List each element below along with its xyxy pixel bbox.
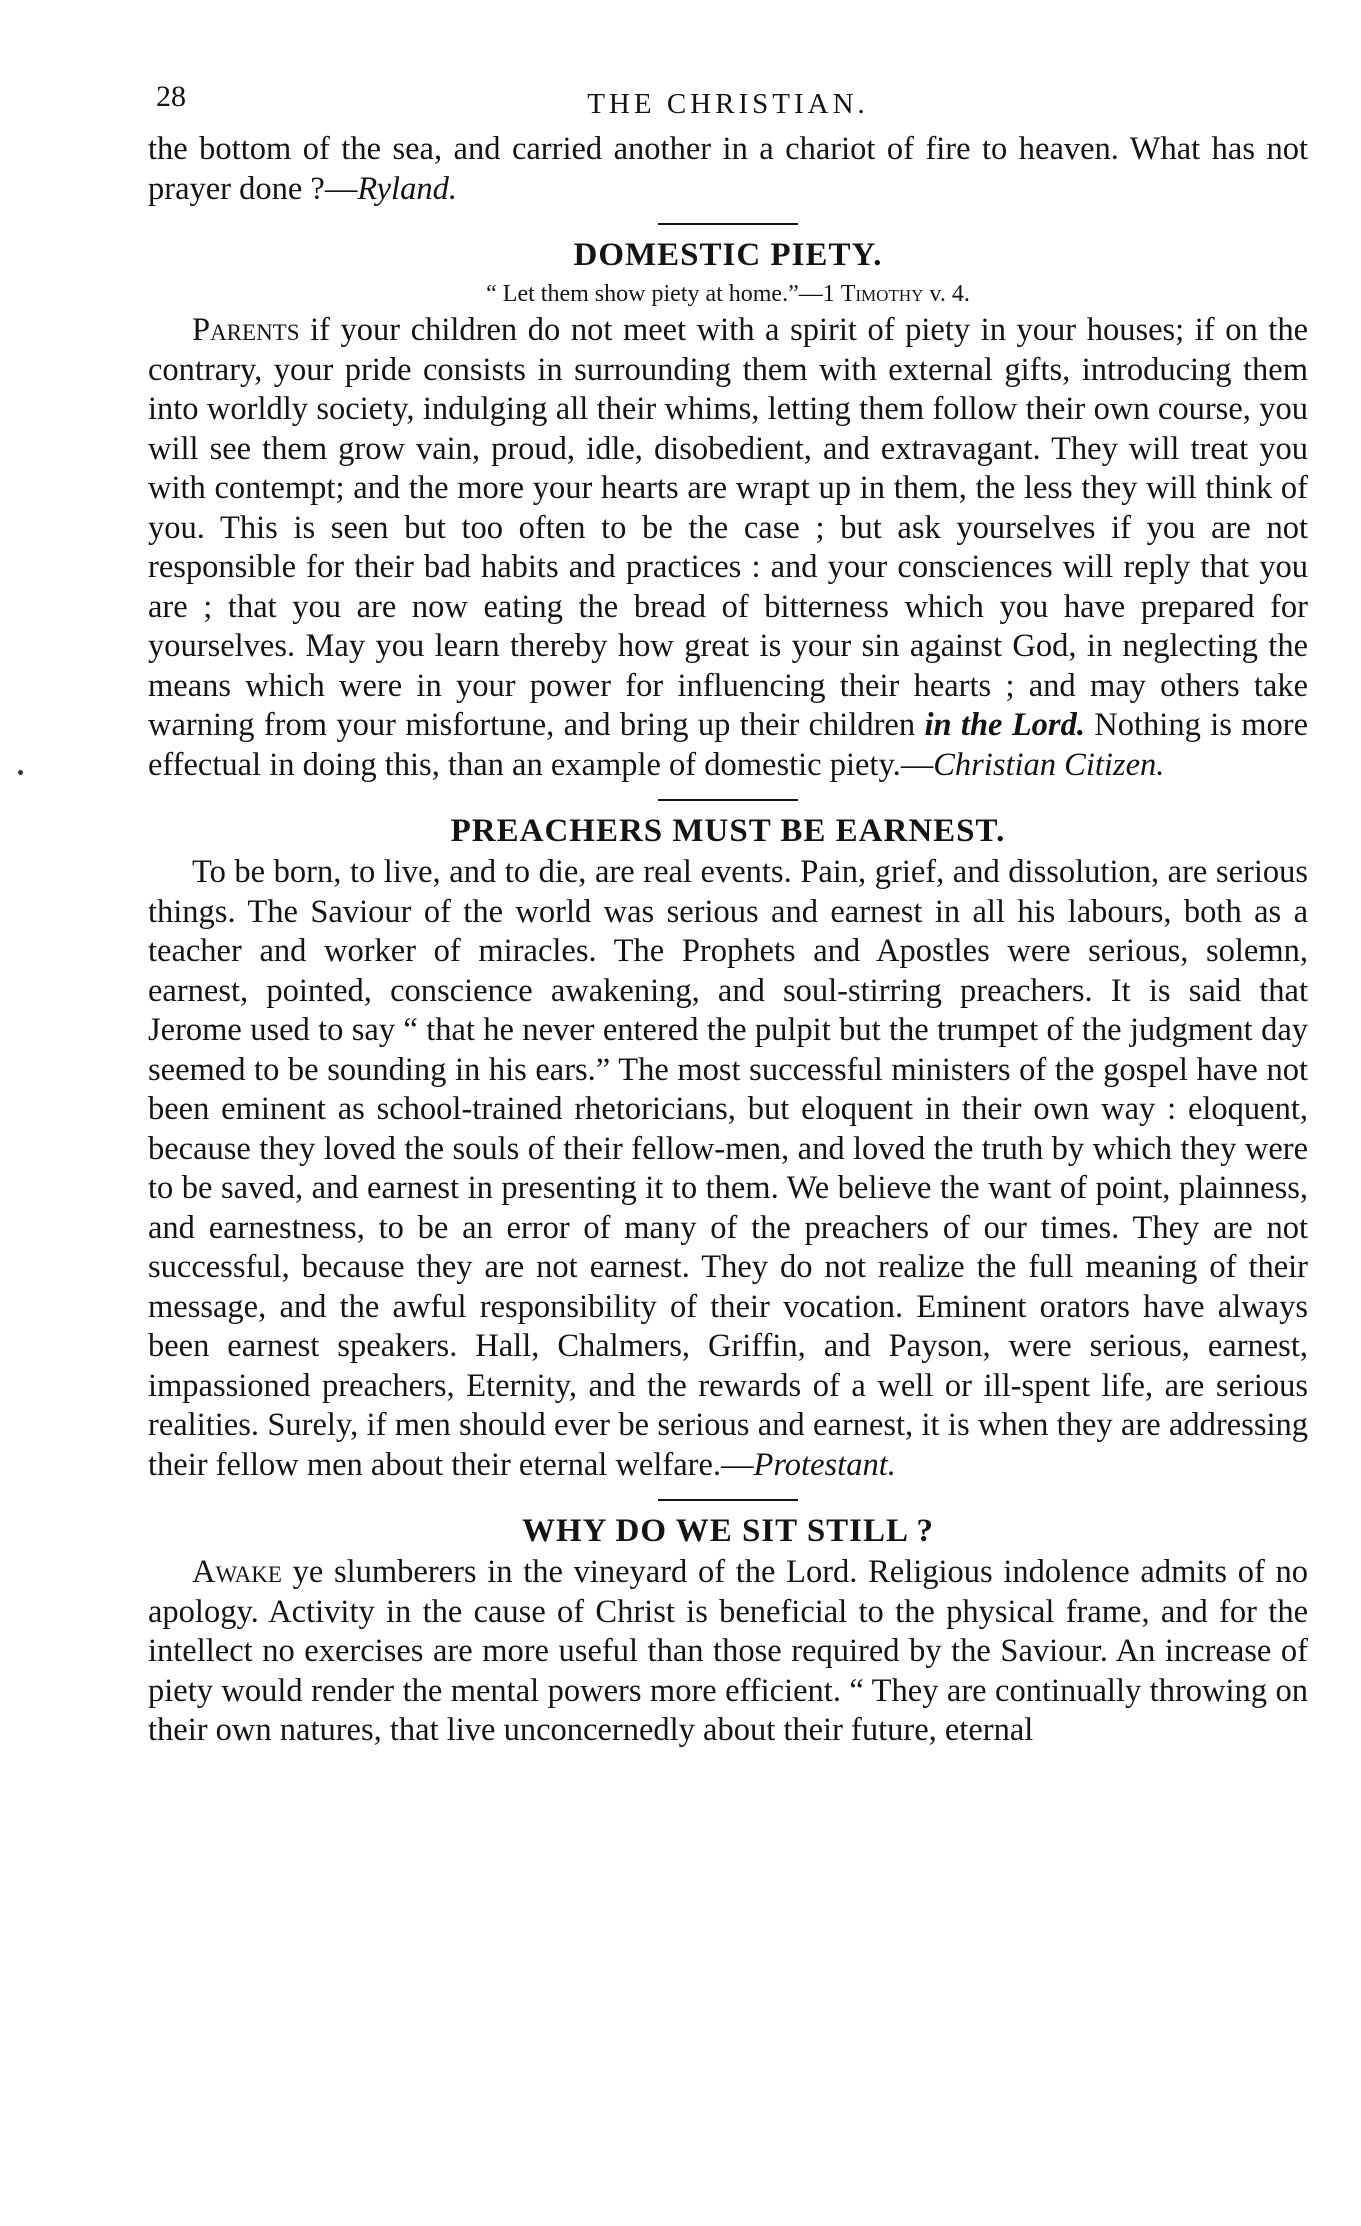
epigraph-quote: “ Let them show piety at home.”—1	[486, 281, 841, 307]
body-text-continued: Nothing is more effectual in doing this, than an example of domestic piety.—	[148, 707, 1309, 783]
continuation-attribution: Ryland.	[357, 170, 457, 207]
body-text: To be born, to live, and to die, are real events. Pain, grief, and dissolution, are serious things. The Saviour of the world was serious and earnest in all his labours, both as a teacher and worker of miracles. The Prophets and Apostles were serious, solemn, earnest, pointed, conscience awakening, and soul-stirring preachers. It is said that Jerome used to say “ that he never entered the pulpit but the trumpet of the judgment day seemed to be sounding in his ears.” The most successful ministers of the gospel have not been eminent as school-trained rhetoricians, but eloquent in their own way : eloquent, because they loved the souls of their fellow-men, and loved the truth by which they were to be saved, and earnest in presenting it to them. We believe the want of point, plainness, and earnestness, to be an error of many of the preachers of our times. They are not successful, because they are not earnest. They do not realize the full meaning of their message, and the awful responsibility of their vocation. Eminent orators have always been earnest speakers. Hall, Chalmers, Griffin, and Payson, were serious, earnest, impassioned preachers, Eternity, and the rewards of a well or ill-spent life, are serious realities. Surely, if men should ever be serious and earnest, it is when they are addressing their fellow men about their eternal welfare.—	[148, 854, 1308, 1483]
epigraph-verse: v. 4.	[923, 281, 970, 307]
continuation-text: the bottom of the sea, and carried another in a chariot of fire to heaven. What has not prayer done ?—	[148, 131, 1308, 207]
epigraph	[148, 279, 1308, 309]
emphasis-text: in the Lord.	[924, 707, 1085, 743]
body-text: ye slumberers in the vineyard of the Lord. Religious indolence admits of no apology. Activity in the cause of Christ is beneficial to the physical frame, and for the intellect no exercises are more useful than those required by the Saviour. An increase of piety would render the mental powers more efficient. “ They are continually throwing on their own natures, that live unconcernedly about their future, eternal	[148, 1554, 1308, 1748]
body-text: if your children do not meet with a spirit of piety in your houses; if on the contrary, your pride consists in surrounding them with external gifts, introducing them into worldly society, indulging all their whims, letting them follow their own course, you will see them grow vain, proud, idle, disobedient, and extravagant. They will treat you with contempt; and the more your hearts are wrapt up in them, the less they will think of you. This is seen but too often to be the case ; but ask yourselves if you are not responsible for their bad habits and practices : and your consciences will reply that you are ; that you are now eating the bread of bitterness which you have prepared for yourselves. May you learn thereby how great is your sin against God, in neglecting the means which were in your power for influencing their hearts ; and may others take warning from your misfortune, and bring up their children	[148, 312, 1308, 743]
epigraph-reference: Timothy	[840, 281, 924, 307]
attribution: Christian Citizen.	[933, 746, 1165, 783]
section-body	[148, 311, 1308, 785]
section-divider	[658, 1499, 798, 1501]
continuation-paragraph	[148, 130, 1308, 209]
lead-word: Awake	[192, 1554, 282, 1590]
section-title: DOMESTIC PIETY.	[573, 237, 883, 273]
section-preachers-must-be-earnest	[148, 809, 1308, 1485]
stray-ink-mark	[18, 770, 23, 775]
section-why-do-we-sit-still	[148, 1509, 1308, 1751]
section-domestic-piety	[148, 233, 1308, 785]
section-title: WHY DO WE SIT STILL ?	[522, 1513, 934, 1549]
section-title: PREACHERS MUST BE EARNEST.	[450, 813, 1006, 849]
lead-word: Parents	[192, 312, 300, 348]
section-divider	[658, 223, 798, 225]
page-header	[148, 70, 1308, 130]
attribution: Protestant.	[753, 1446, 896, 1483]
running-title: THE CHRISTIAN.	[587, 88, 869, 120]
page	[148, 70, 1308, 1751]
section-body	[148, 1553, 1308, 1751]
section-divider	[658, 799, 798, 801]
section-body	[148, 853, 1308, 1485]
page-number: 28	[156, 80, 186, 113]
